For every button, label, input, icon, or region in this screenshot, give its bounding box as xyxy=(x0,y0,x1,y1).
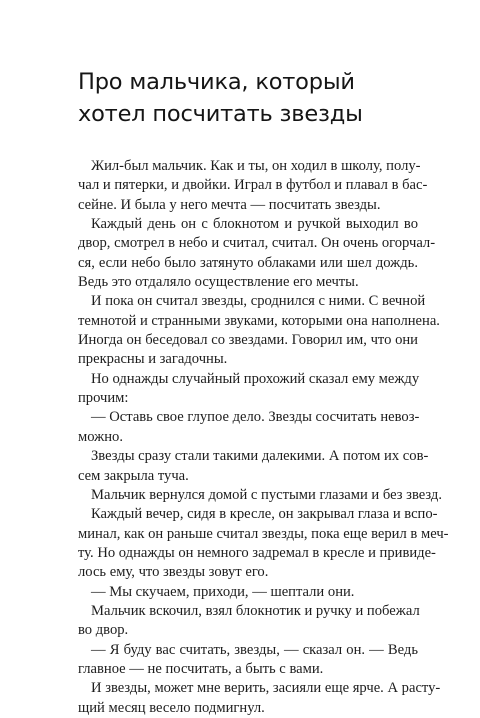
text-line: Иногда он беседовал со звездами. Говорил им, что они xyxy=(78,332,418,349)
paragraph xyxy=(78,215,436,292)
text-line: Каждый вечер, сидя в кресле, он закрывал глаза и вспо- xyxy=(91,506,438,523)
paragraph xyxy=(78,583,418,602)
text-line: чал и пятерки, и двойки. Играл в футбол и плавал в бас- xyxy=(78,177,428,194)
text-line: И пока он считал звезды, сроднился с ними. С вечной xyxy=(91,293,426,310)
paragraph xyxy=(78,679,441,718)
text-line: — Мы скучаем, приходи, — шептали они. xyxy=(91,583,355,600)
paragraph xyxy=(78,157,428,215)
text-line: Каждый день он с блокнотом и ручкой выходил во xyxy=(91,216,418,233)
text-line: — Я буду вас считать, звезды, — сказал он. — Ведь xyxy=(91,641,418,658)
story-body xyxy=(78,157,449,718)
paragraph xyxy=(78,505,449,582)
text-line: ту. Но однажды он немного задремал в кресле и привиде- xyxy=(78,544,436,561)
text-line: прекрасны и загадочны. xyxy=(78,351,228,368)
text-line: темнотой и странными звуками, которыми она наполнена. xyxy=(78,312,440,329)
text-line: И звезды, может мне верить, засияли еще ярче. А расту- xyxy=(91,680,441,697)
paragraph xyxy=(78,408,418,447)
text-line: Мальчик вернулся домой с пустыми глазами и без звезд. xyxy=(91,486,442,503)
text-line: Ведь это отдаляло осуществление его мечты. xyxy=(78,274,359,291)
text-line: ся, если небо было затянуто облаками или шел дождь. xyxy=(78,254,418,271)
text-line: лось ему, что звезды зовут его. xyxy=(78,564,269,581)
paragraph xyxy=(78,641,418,680)
text-line: сем закрыла туча. xyxy=(78,467,189,484)
text-line: сейне. И была у него мечта — посчитать звезды. xyxy=(78,196,381,213)
text-line: Но однажды случайный прохожий сказал ему между xyxy=(91,370,420,387)
paragraph xyxy=(78,602,418,641)
text-line: щий месяц весело подмигнул. xyxy=(78,699,265,716)
text-line: во двор. xyxy=(78,622,129,639)
text-line: — Оставь свое глупое дело. Звезды сосчитать невоз- xyxy=(91,409,420,426)
text-line: Жил-был мальчик. Как и ты, он ходил в школу, полу- xyxy=(91,158,421,174)
text-line: можно. xyxy=(78,428,124,445)
paragraph xyxy=(78,370,418,409)
text-line: двор, смотрел в небо и считал, считал. Он очень огорчал- xyxy=(78,235,436,252)
story-title-line: Про мальчика, который xyxy=(78,69,355,95)
paragraph xyxy=(78,292,440,369)
text-line: Мальчик вскочил, взял блокнотик и ручку и побежал xyxy=(91,602,420,619)
story-title-line: хотел посчитать звезды xyxy=(78,101,363,127)
text-line: прочим: xyxy=(78,390,129,407)
text-line: Звезды сразу стали такими далекими. А потом их сов- xyxy=(91,448,429,465)
paragraph xyxy=(78,486,442,505)
text-line: минал, как он раньше считал звезды, пока еще верил в меч- xyxy=(78,525,449,542)
text-line: главное — не посчитать, а быть с вами. xyxy=(78,660,324,677)
story-title xyxy=(78,66,458,130)
paragraph xyxy=(78,447,429,486)
